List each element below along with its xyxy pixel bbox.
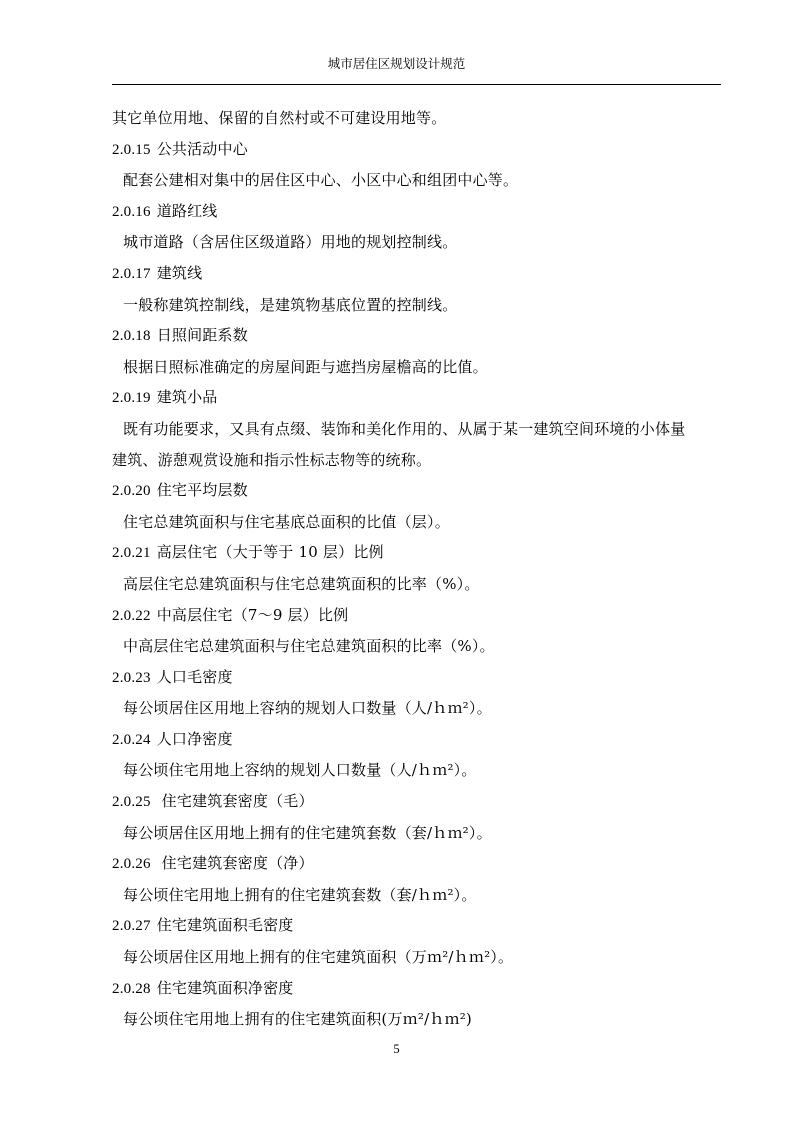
header-rule [112,84,721,85]
term-definition: 中高层住宅总建筑面积与住宅总建筑面积的比率（%）。 [123,637,495,656]
term-definition: 既有功能要求，又具有点缀、装饰和美化作用的、从属于某一建筑空间环境的小体量 [123,419,686,438]
term-heading [112,320,724,352]
term-heading [112,973,724,1005]
term-heading [112,910,724,942]
term-title: 人口毛密度 [156,667,233,686]
term-number: 2.0.19 [112,390,151,407]
document-body [112,103,724,1035]
term-number: 2.0.24 [112,731,151,748]
term-definition: 每公顷居住区用地上拥有的住宅建筑面积（万ｍ²/ｈｍ²）。 [123,948,514,967]
term-title: 建筑小品 [156,388,218,407]
term-number: 2.0.17 [112,265,151,282]
term-number: 2.0.16 [112,203,151,220]
term-title: 公共活动中心 [156,139,248,158]
term-definition: 每公顷住宅用地上容纳的规划人口数量（人/ｈｍ²）。 [123,761,477,780]
term-number: 2.0.23 [112,669,151,686]
page-header-title: 城市居住区规划设计规范 [327,56,466,71]
page-number: 5 [393,1042,400,1056]
term-number: 2.0.18 [112,328,151,345]
term-definition-continued: 建筑、游憩观赏设施和指示性标志物等的统称。 [112,450,432,469]
term-title: 高层住宅（大于等于 10 层）比例 [156,543,384,562]
term-definition: 高层住宅总建筑面积与住宅总建筑面积的比率（%）。 [123,574,480,593]
term-heading [112,537,724,569]
term-number: 2.0.28 [112,980,151,997]
term-heading [112,258,724,290]
term-number: 2.0.15 [112,141,151,158]
term-heading [112,724,724,756]
term-definition: 城市道路（含居住区级道路）用地的规划控制线。 [123,233,458,252]
term-title: 住宅建筑套密度（净） [156,854,314,873]
term-heading [112,382,724,414]
term-heading [112,848,724,880]
term-heading [112,600,724,632]
term-number: 2.0.26 [112,856,151,873]
term-heading [112,475,724,507]
term-title: 住宅建筑面积毛密度 [156,916,294,935]
term-definition: 每公顷住宅用地上拥有的住宅建筑面积(万ｍ²/ｈｍ²) [123,1010,472,1029]
lead-text: 其它单位用地、保留的自然村或不可建设用地等。 [112,109,447,127]
term-title: 中高层住宅（7～9 层）比例 [156,605,349,624]
term-number: 2.0.20 [112,483,151,500]
term-definition: 每公顷居住区用地上拥有的住宅建筑套数（套/ｈｍ²）。 [123,823,492,842]
term-definition: 配套公建相对集中的居住区中心、小区中心和组团中心等。 [123,171,519,190]
term-definition: 住宅总建筑面积与住宅基底总面积的比值（层）。 [123,512,450,531]
term-definition: 一般称建筑控制线，是建筑物基底位置的控制线。 [123,295,458,314]
term-title: 住宅平均层数 [156,481,248,500]
term-number: 2.0.25 [112,794,151,811]
term-heading [112,786,724,818]
term-number: 2.0.22 [112,607,151,624]
term-definition: 根据日照标准确定的房屋间距与遮挡房屋檐高的比值。 [123,357,488,376]
term-number: 2.0.21 [112,545,151,562]
term-title: 住宅建筑套密度（毛） [156,792,314,811]
term-title: 道路红线 [156,201,218,220]
term-title: 建筑线 [156,263,203,282]
term-number: 2.0.27 [112,918,151,935]
term-definition: 每公顷住宅用地上拥有的住宅建筑套数（套/ｈｍ²）。 [123,885,477,904]
term-title: 住宅建筑面积净密度 [156,978,294,997]
term-title: 日照间距系数 [156,326,248,345]
term-title: 人口净密度 [156,729,233,748]
term-heading [112,196,724,228]
term-heading [112,134,724,166]
term-heading [112,662,724,694]
term-definition: 每公顷居住区用地上容纳的规划人口数量（人/ｈｍ²）。 [123,699,492,718]
